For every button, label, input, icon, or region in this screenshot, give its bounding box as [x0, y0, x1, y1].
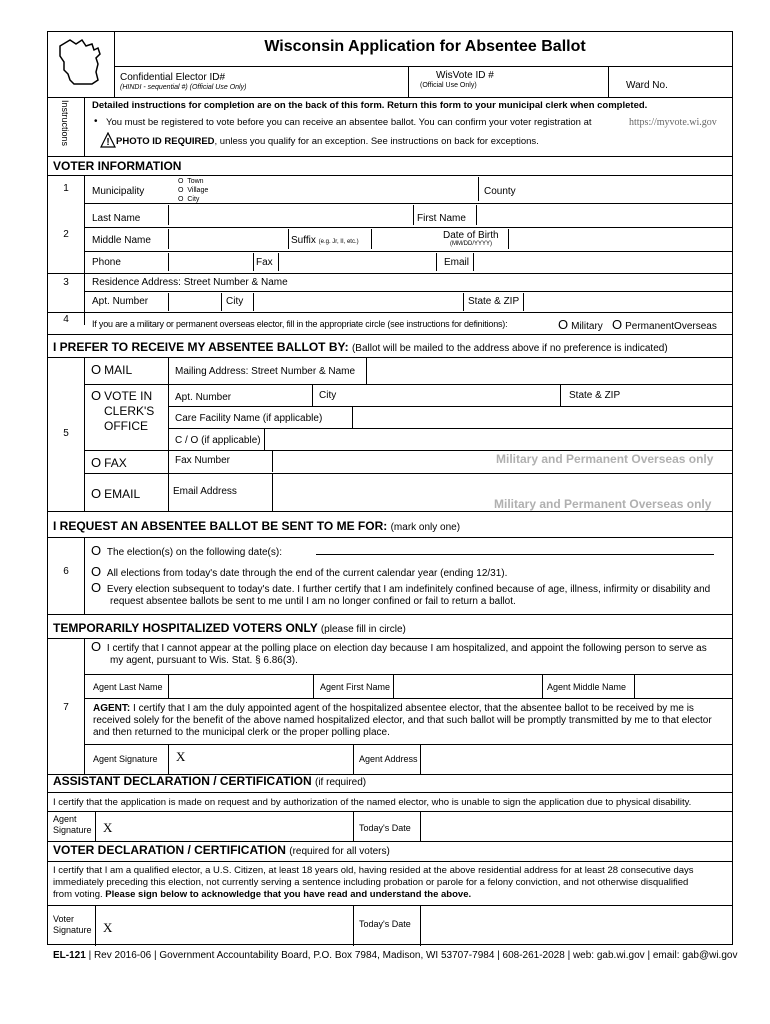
last-name-label: Last Name	[92, 213, 141, 224]
row-number: 1	[63, 183, 69, 194]
row-number: 3	[63, 277, 69, 288]
email-address-label: Email Address	[173, 486, 237, 497]
instructions-line1: Detailed instructions for completion are on the back of this form. Return this form to your municipal clerk when completed.	[92, 100, 648, 111]
svg-text:!: !	[106, 137, 110, 148]
city-label: City	[226, 296, 244, 307]
assistant-title: ASSISTANT DECLARATION / CERTIFICATION (if required)	[53, 774, 367, 788]
warning-icon	[100, 132, 116, 148]
municipality-label: Municipality	[92, 186, 145, 197]
apt-label: Apt. Number	[175, 392, 232, 403]
care-facility-label: Care Facility Name (if applicable)	[175, 413, 323, 424]
city-label: City	[319, 390, 337, 401]
date-election-option[interactable]: O The election(s) on the following date(s):	[91, 543, 282, 558]
wisconsin-map-icon	[52, 34, 110, 92]
agent-last-name-label: Agent Last Name	[93, 682, 163, 692]
middle-name-label: Middle Name	[92, 235, 151, 246]
row-number: 6	[63, 566, 69, 577]
fax-option[interactable]: O FAX	[91, 455, 127, 470]
muni-option-village[interactable]: O Village	[178, 187, 209, 194]
myvote-link[interactable]: https://myvote.wi.gov	[629, 117, 717, 128]
county-label: County	[484, 186, 516, 197]
agent-certification: AGENT: I certify that I am the duly appointed agent of the hospitalized absentee elector, that the absentee ballot to be received by me is received solely for the benefit of the above named hospitalized elector, and that such ballot will be promptly transmitted by me to that elector and then returned to the municipal clerk or the proper polling place.	[93, 703, 712, 738]
email-label: Email	[444, 257, 470, 268]
vote-in-clerks-office-option[interactable]: O VOTE IN CLERK'S OFFICE	[91, 388, 155, 433]
dob-sub: (MM/DD/YYYY)	[450, 241, 492, 247]
mail-option[interactable]: O MAIL	[91, 362, 133, 377]
calendar-year-option[interactable]: O All elections from today's date through the end of the current calendar year (ending 12/31).	[91, 564, 508, 579]
agent-address-label: Agent Address	[359, 754, 418, 764]
confidential-id-field[interactable]	[118, 66, 408, 96]
footer: EL-121 | Rev 2016-06 | Government Accountability Board, P.O. Box 7984, Madison, WI 53707-7984 | 608-261-2028 | web: gab.wi.gov | email: gab@wi.gov	[53, 950, 738, 961]
apt-label: Apt. Number	[92, 296, 149, 307]
agent-signature-label: Agent Signature	[93, 754, 158, 764]
form-title: Wisconsin Application for Absentee Ballot	[264, 38, 586, 55]
dob-label: Date of Birth	[443, 230, 499, 241]
absentee-ballot-form	[47, 31, 733, 945]
row-number: 4	[63, 314, 69, 325]
instructions-line2: You must be registered to vote before you can receive an absentee ballot. You can confirm your voter registration at	[106, 117, 592, 128]
assistant-text: I certify that the application is made on request and by authorization of the named elector, who is unable to sign the application due to physical disability.	[53, 797, 692, 808]
voter-decl-text: I certify that I am a qualified elector, a U.S. Citizen, at least 18 years old, having resided at the above residential address for at least 28 consecutive days immediately preceding this election, not currently serving a sentence including probation or parole for a felony conviction, and not otherwise disqualified from voting. Please sign below to acknowledge that you have read and understand the above.	[53, 865, 694, 900]
row-number: 5	[63, 428, 69, 439]
phone-label: Phone	[92, 257, 121, 268]
voter-date-label: Today's Date	[359, 919, 411, 929]
agent-middle-name-label: Agent Middle Name	[547, 682, 627, 692]
suffix-label: Suffix (e.g. Jr, II, etc.)	[291, 235, 359, 246]
fax-label: Fax	[256, 257, 273, 268]
voter-info-title: VOTER INFORMATION	[53, 159, 182, 173]
assistant-signature-field[interactable]: X	[103, 820, 113, 835]
bullet-icon: •	[94, 116, 98, 127]
muni-option-city[interactable]: O City	[178, 196, 200, 203]
overseas-option[interactable]: O PermanentOverseas	[612, 317, 717, 332]
indefinite-option[interactable]: O Every election subsequent to today's date. I further certify that I am indefinitely confined because of age, illness, infirmity or disability and request absentee ballots be sent to me until I am no longer confined or fail to return a ballot.	[91, 580, 711, 607]
assistant-signature-label: Agent Signature	[53, 814, 92, 835]
email-option[interactable]: O EMAIL	[91, 486, 141, 501]
voter-signature-field[interactable]: X	[103, 920, 113, 935]
hospital-title: TEMPORARILY HOSPITALIZED VOTERS ONLY (please fill in circle)	[53, 621, 406, 635]
first-name-label: First Name	[417, 213, 466, 224]
muni-option-town[interactable]: O Town	[178, 178, 204, 185]
state-zip-label: State & ZIP	[468, 296, 520, 307]
fax-number-label: Fax Number	[175, 455, 231, 466]
confidential-id-label: Confidential Elector ID#	[120, 72, 226, 83]
photo-id-warning: PHOTO ID REQUIRED, unless you qualify for an exception. See instructions on back for exceptions.	[116, 136, 539, 147]
instructions-side-label: Instructions	[60, 99, 70, 147]
wisvote-id-sub: (Official Use Only)	[420, 82, 477, 89]
wisvote-id-label: WisVote ID #	[436, 70, 494, 81]
military-question: If you are a military or permanent overseas elector, fill in the appropriate circle (see instructions for definitions):	[92, 319, 508, 329]
row-number: 2	[63, 229, 69, 240]
ward-number-label: Ward No.	[626, 80, 668, 91]
assistant-date-label: Today's Date	[359, 823, 411, 833]
military-option[interactable]: O Military	[558, 317, 603, 332]
state-zip-label: State & ZIP	[569, 390, 621, 401]
confidential-id-sub: (HINDI - sequential #) (Official Use Only)	[120, 84, 247, 91]
voter-decl-title: VOTER DECLARATION / CERTIFICATION (required for all voters)	[53, 843, 390, 857]
residence-label: Residence Address: Street Number & Name	[92, 277, 288, 288]
voter-signature-label: Voter Signature	[53, 914, 92, 935]
military-only-note: Military and Permanent Overseas only	[496, 452, 714, 466]
row-number: 7	[63, 702, 69, 713]
request-title: I REQUEST AN ABSENTEE BALLOT BE SENT TO ME FOR: (mark only one)	[53, 519, 461, 533]
agent-first-name-label: Agent First Name	[320, 682, 391, 692]
agent-signature-field[interactable]: X	[176, 749, 186, 764]
prefer-title: I PREFER TO RECEIVE MY ABSENTEE BALLOT BY: (Ballot will be mailed to the address above if no preference is indicated)	[53, 340, 668, 354]
care-of-label: C / O (if applicable)	[175, 435, 261, 446]
municipality-field[interactable]	[168, 178, 178, 200]
military-only-note: Military and Permanent Overseas only	[494, 497, 712, 511]
muni-type-options	[178, 177, 208, 204]
mailing-address-label: Mailing Address: Street Number & Name	[175, 366, 356, 377]
hospital-cert-option[interactable]: O I certify that I cannot appear at the polling place on election day because I am hospitalized, and appoint the following person to serve as my agent, pursuant to Wis. Stat. § 6.86(3).	[91, 639, 707, 666]
